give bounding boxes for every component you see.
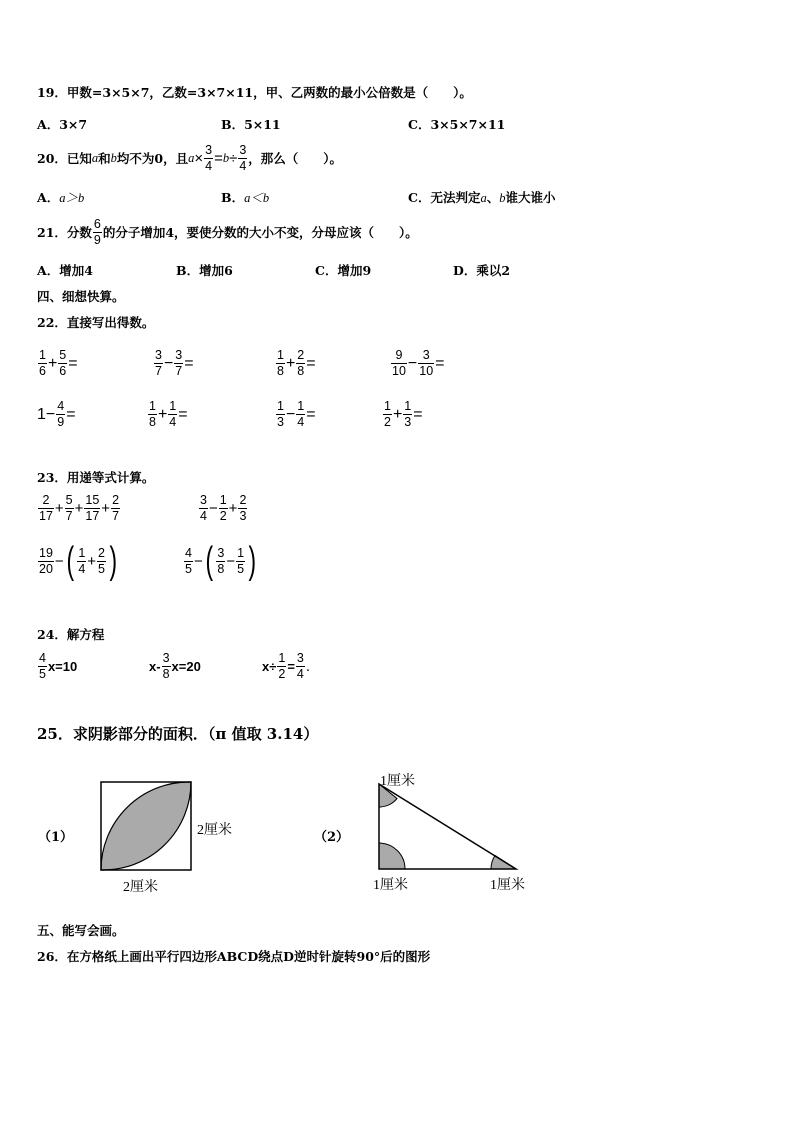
- q22-item-1: $\frac{1}{6}$ + $\frac{5}{6}$ =: [39, 348, 78, 378]
- figure-2-triangle: [376, 781, 520, 871]
- figure-1-bottom-label: 2厘米: [123, 880, 158, 895]
- q19-option-c: C．3×5×7×11: [408, 117, 506, 132]
- q19-option-a: A．3×7: [37, 117, 88, 132]
- q21-stem: 21．分数 $\frac{6}{9}$ 的分子增加4，要使分数的大小不变，分母应该（ ）。: [37, 216, 418, 247]
- q25-stem: 25．求阴影部分的面积．（π 值取 3.14）: [37, 725, 319, 743]
- q20-stem: 20．已知 a 和 b 均不为0，且 a × $\frac{3}{4}$ = b ÷ $\frac{3}{4}$ ，那么（ ）。: [37, 142, 343, 173]
- q24-equation-2: x- $\frac{3}{8}$ x=20: [149, 651, 201, 681]
- q20-option-c: C．无法判定a、b谁大谁小: [408, 190, 556, 205]
- figure-1-side-label: 2厘米: [197, 823, 232, 838]
- q22-stem: 22．直接写出得数。: [37, 315, 155, 330]
- q24-equation-1: $\frac{4}{5}$ x=10: [39, 651, 78, 681]
- figure-1-square-leaf: [100, 781, 192, 871]
- q21-option-b: B．增加6: [176, 263, 233, 278]
- q20-option-b: B．a＜b: [221, 190, 270, 205]
- q22-item-2: $\frac{3}{7}$ − $\frac{3}{7}$ =: [155, 348, 194, 378]
- figure-2-top-label: 1厘米: [380, 774, 415, 789]
- q22-item-5: 1− $\frac{4}{9}$ =: [37, 399, 76, 429]
- q23-expression-1: $\frac{2}{17}$ + $\frac{5}{7}$ + $\frac{15}{17}$ + $\frac{2}{7}$: [39, 493, 120, 523]
- q22-item-6: $\frac{1}{8}$ + $\frac{1}{4}$ =: [149, 399, 188, 429]
- figure-2-label: （2）: [314, 830, 350, 845]
- q19-stem: 19．甲数=3×5×7，乙数=3×7×11，甲、乙两数的最小公倍数是（ ）。: [37, 85, 472, 100]
- section-5-title: 五、能写会画。: [37, 923, 125, 938]
- q22-item-3: $\frac{1}{8}$ + $\frac{2}{8}$ =: [277, 348, 316, 378]
- q19-option-b: B．5×11: [221, 117, 281, 132]
- q21-option-d: D．乘以2: [453, 263, 511, 278]
- q26-stem: 26．在方格纸上画出平行四边形ABCD绕点D逆时针旋转90°后的图形: [37, 949, 431, 964]
- q23-expression-2: $\frac{3}{4}$ − $\frac{1}{2}$ + $\frac{2}{3}$: [200, 493, 247, 523]
- q24-stem: 24．解方程: [37, 627, 105, 642]
- q20-option-a: A．a＞b: [37, 190, 85, 205]
- q23-expression-3: $\frac{19}{20}$ −( $\frac{1}{4}$ + $\frac{2}{5}$ ): [39, 540, 118, 582]
- q21-option-c: C．增加9: [315, 263, 372, 278]
- q24-equation-3: x÷ $\frac{1}{2}$ = $\frac{3}{4}$ .: [262, 651, 311, 681]
- figure-2-left-label: 1厘米: [373, 878, 408, 893]
- q22-item-8: $\frac{1}{2}$ + $\frac{1}{3}$ =: [384, 399, 423, 429]
- q21-option-a: A．增加4: [37, 263, 93, 278]
- figure-1-label: （1）: [38, 830, 74, 845]
- q22-item-7: $\frac{1}{3}$ − $\frac{1}{4}$ =: [277, 399, 316, 429]
- figure-2-right-label: 1厘米: [490, 878, 525, 893]
- figure-2-bottom-left-sector: [379, 843, 405, 869]
- section-4-title: 四、细想快算。: [37, 289, 125, 304]
- q23-expression-4: $\frac{4}{5}$ −( $\frac{3}{8}$ − $\frac{1}{5}$ ): [185, 540, 257, 582]
- q23-stem: 23．用递等式计算。: [37, 470, 155, 485]
- figure-1-shaded-leaf: [101, 782, 191, 870]
- q22-item-4: $\frac{9}{10}$ − $\frac{3}{10}$ =: [392, 348, 445, 378]
